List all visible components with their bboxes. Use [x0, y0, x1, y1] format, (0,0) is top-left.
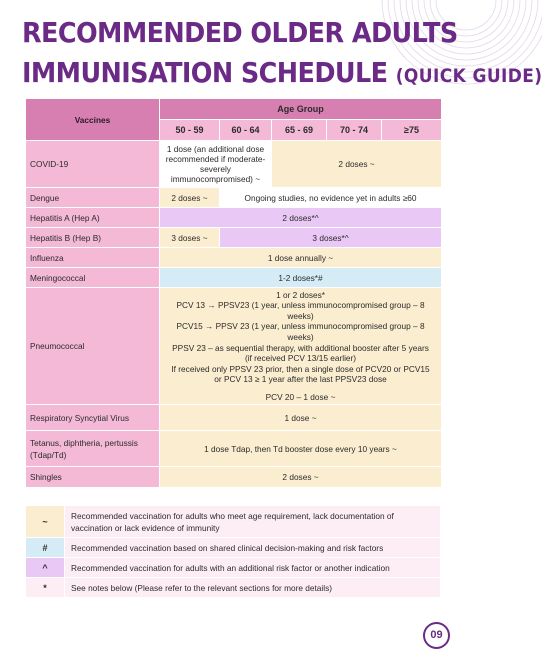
legend-row: [26, 538, 441, 558]
pneumo-line: (if received PCV 13/15 earlier): [244, 353, 357, 364]
vaccine-name: Tetanus, diphtheria, pertussis (Tdap/Td): [26, 431, 160, 467]
table-row: [26, 467, 442, 488]
pneumo-line: PPSV 23 – as sequential therapy, with additional booster after 5 years: [172, 342, 429, 353]
pneumococcal-dose-cell: [160, 288, 442, 405]
table-row: [26, 268, 442, 288]
legend-text: Recommended vaccination based on shared clinical decision-making and risk factors: [65, 538, 441, 558]
dose-cell: 1 dose annually ~: [160, 248, 442, 268]
vaccine-name: Hepatitis B (Hep B): [26, 228, 160, 248]
vaccine-name: Pneumococcal: [26, 288, 160, 405]
vaccine-name: Shingles: [26, 467, 160, 488]
dose-cell: 2 doses ~: [160, 467, 442, 488]
vaccine-name: Meningococcal: [26, 268, 160, 288]
table-row: [26, 141, 442, 188]
legend-table: [25, 505, 441, 598]
table-row: [26, 188, 442, 208]
dose-cell: 2 doses ~: [272, 141, 442, 188]
dose-cell: 1-2 doses*#: [160, 268, 442, 288]
vaccine-name: Respiratory Syncytial Virus: [26, 405, 160, 431]
legend-text: Recommended vaccination for adults with an additional risk factor or another indication: [65, 558, 441, 578]
vaccines-header: Vaccines: [26, 99, 160, 141]
vaccine-name: COVID-19: [26, 141, 160, 188]
legend-symbol: ^: [26, 558, 65, 578]
legend-row: [26, 506, 441, 538]
legend-row: [26, 578, 441, 598]
title-subtitle: (QUICK GUIDE): [395, 65, 542, 88]
vaccine-name: Influenza: [26, 248, 160, 268]
table-row: [26, 431, 442, 467]
dose-cell: 1 dose ~: [160, 405, 442, 431]
legend-symbol: *: [26, 578, 65, 598]
age-group-65-69: 65 - 69: [272, 120, 327, 141]
dose-cell: 2 doses*^: [160, 208, 442, 228]
legend-row: [26, 558, 441, 578]
dose-cell: 3 doses ~: [160, 228, 220, 248]
legend-text: Recommended vaccination for adults who meet age requirement, lack documentation of vaccination or lack evidence of immunity: [65, 506, 441, 538]
pneumo-line: PCV 13 → PPSV23 (1 year, unless immunocompromised group – 8 weeks): [176, 300, 425, 321]
page-title: [22, 14, 542, 97]
pneumo-line: PCV 20 – 1 dose ~: [265, 391, 336, 402]
table-row: [26, 288, 442, 405]
dose-cell: Ongoing studies, no evidence yet in adults ≥60: [220, 188, 442, 208]
pneumo-line: PCV15 → PPSV 23 (1 year, unless immunocompromised group – 8 weeks): [176, 321, 425, 342]
age-group-50-59: 50 - 59: [160, 120, 220, 141]
age-group-header: Age Group: [160, 99, 442, 120]
table-row: [26, 208, 442, 228]
schedule-table: [25, 98, 442, 488]
legend-text: See notes below (Please refer to the relevant sections for more details): [65, 578, 441, 598]
pneumo-line: If received only PPSV 23 prior, then a single dose of PCV20 or PCV15: [171, 363, 430, 374]
pneumo-line: or PCV 13 ≥ 1 year after the last PPSV23 dose: [214, 374, 387, 385]
title-line-1: RECOMMENDED OLDER ADULTS: [22, 17, 458, 50]
table-row: [26, 228, 442, 248]
legend-symbol: #: [26, 538, 65, 558]
dose-cell: 1 dose (an additional dose recommended if moderate-severely immunocompromised) ~: [160, 141, 272, 188]
vaccine-name: Hepatitis A (Hep A): [26, 208, 160, 228]
dose-cell: 2 doses ~: [160, 188, 220, 208]
dose-cell: 3 doses*^: [220, 228, 442, 248]
table-row: [26, 248, 442, 268]
age-group-60-64: 60 - 64: [220, 120, 272, 141]
table-row: [26, 405, 442, 431]
legend-symbol: ~: [26, 506, 65, 538]
dose-cell: 1 dose Tdap, then Td booster dose every 10 years ~: [160, 431, 442, 467]
title-line-2: IMMUNISATION SCHEDULE: [22, 57, 388, 90]
age-group-75-plus: ≥75: [382, 120, 442, 141]
page-number: 09: [423, 622, 450, 649]
vaccine-name: Dengue: [26, 188, 160, 208]
age-group-70-74: 70 - 74: [327, 120, 382, 141]
pneumo-line: 1 or 2 doses*: [276, 289, 325, 300]
